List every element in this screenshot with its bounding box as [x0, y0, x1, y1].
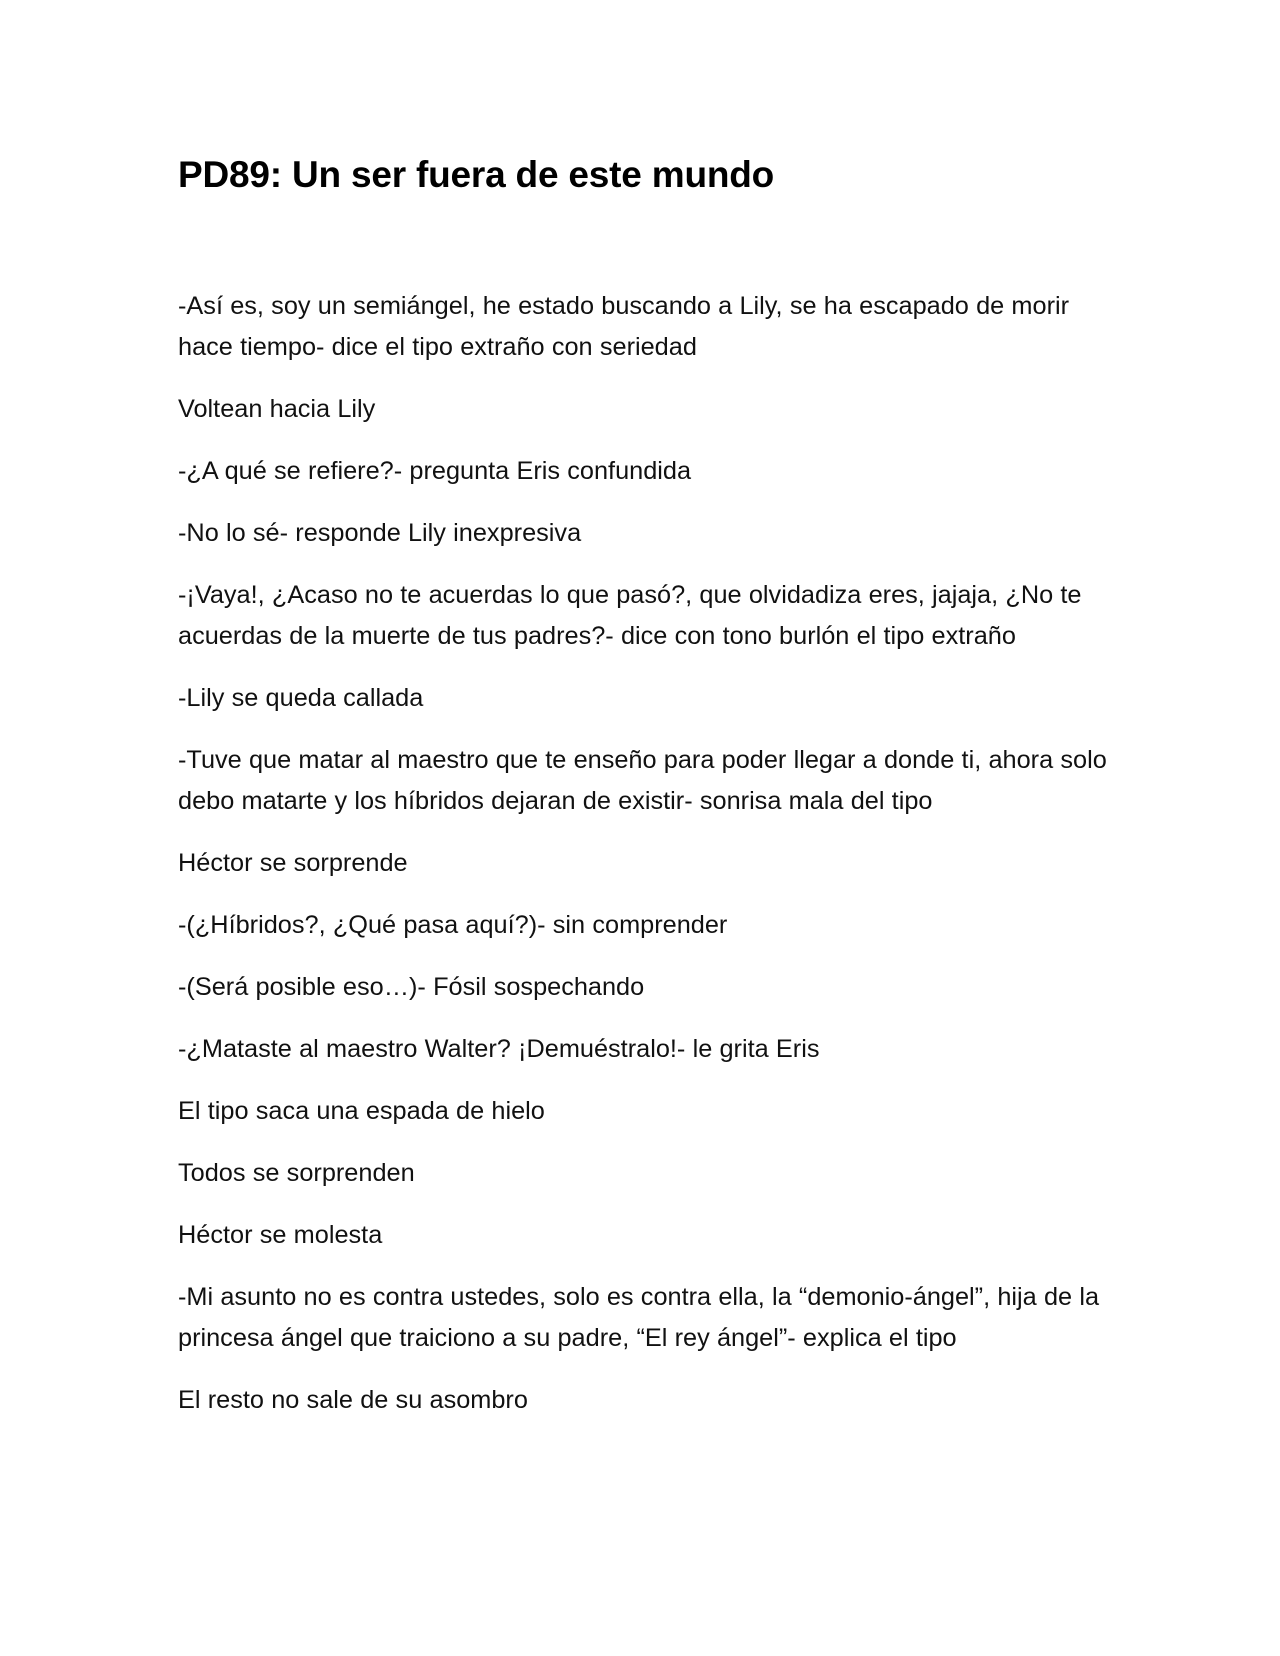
paragraph-4: -No lo sé- responde Lily inexpresiva: [178, 519, 582, 547]
paragraph-2: Voltean hacia Lily: [178, 395, 376, 423]
paragraph-9: -(¿Híbridos?, ¿Qué pasa aquí?)- sin comprender: [178, 911, 728, 939]
paragraph-15: -Mi asunto no es contra ustedes, solo es contra ella, la “demonio-ángel”, hija de la princesa ángel que traiciono a su padre, “El rey ángel”- explica el tipo: [178, 1283, 1100, 1352]
paragraph-3: -¿A qué se refiere?- pregunta Eris confundida: [178, 457, 692, 485]
paragraph-6: -Lily se queda callada: [178, 684, 424, 712]
paragraph-11: -¿Mataste al maestro Walter? ¡Demuéstralo!- le grita Eris: [178, 1035, 820, 1063]
paragraph-13: Todos se sorprenden: [178, 1159, 415, 1187]
paragraph-10: -(Será posible eso…)- Fósil sospechando: [178, 973, 645, 1001]
paragraph-5: -¡Vaya!, ¿Acaso no te acuerdas lo que pasó?, que olvidadiza eres, jajaja, ¿No te acuerdas de la muerte de tus padres?- dice con tono burlón el tipo extraño: [178, 581, 1082, 650]
paragraph-12: El tipo saca una espada de hielo: [178, 1097, 545, 1125]
paragraph-14: Héctor se molesta: [178, 1221, 383, 1249]
paragraph-16: El resto no sale de su asombro: [178, 1386, 528, 1414]
paragraph-7: -Tuve que matar al maestro que te enseño para poder llegar a donde ti, ahora solo debo matarte y los híbridos dejaran de existir- sonrisa mala del tipo: [178, 746, 1107, 815]
paragraph-1: -Así es, soy un semiángel, he estado buscando a Lily, se ha escapado de morir hace tiempo- dice el tipo extraño con seriedad: [178, 292, 1070, 361]
document-body: [178, 286, 1108, 1442]
page-title: PD89: Un ser fuera de este mundo: [178, 154, 775, 195]
paragraph-8: Héctor se sorprende: [178, 849, 408, 877]
